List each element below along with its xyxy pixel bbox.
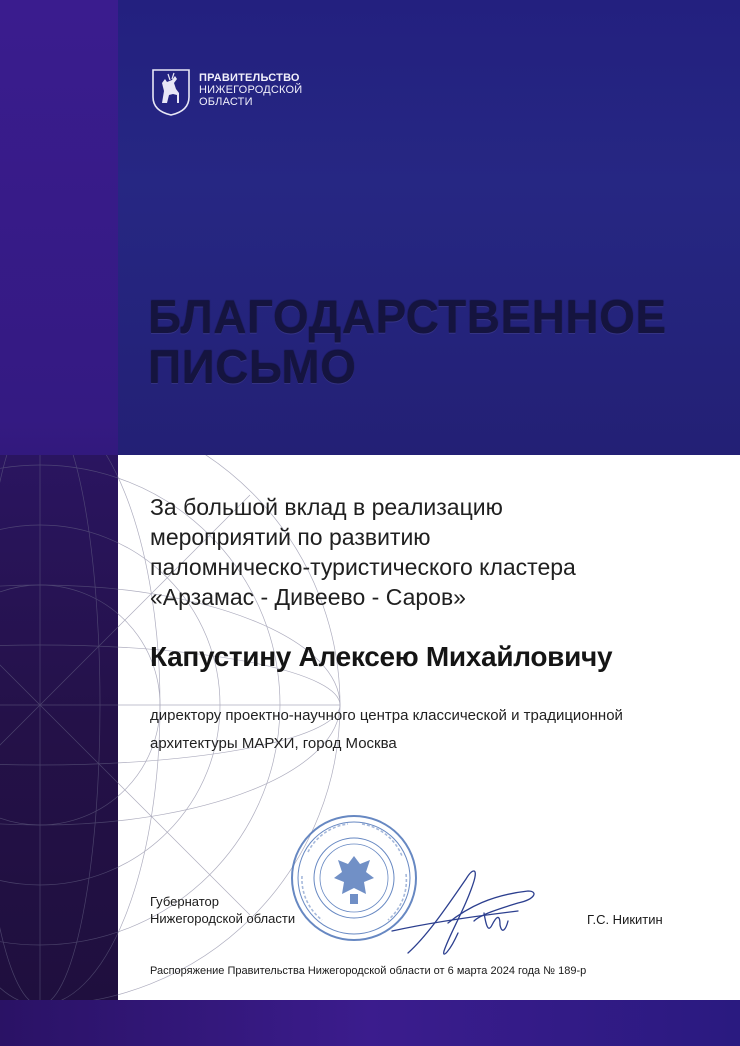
title-line-2: ПИСЬМО [148, 341, 357, 393]
award-reason [150, 492, 720, 612]
handwritten-signature-icon [388, 855, 548, 965]
reason-line-1: За большой вклад в реализацию [150, 494, 503, 520]
signatory-name: Г.С. Никитин [587, 912, 663, 927]
decree-reference: Распоряжение Правительства Нижегородской области от 6 марта 2024 года № 189-р [150, 965, 587, 977]
government-name [199, 72, 302, 108]
bottom-decorative-band [0, 1000, 740, 1046]
document-title [148, 292, 728, 392]
reason-line-4: «Арзамас - Дивеево - Саров» [150, 584, 466, 610]
position-line-1: директору проектно-научного центра классической и традиционной [150, 707, 623, 724]
role-line-1: Губернатор [150, 894, 219, 909]
signatory-role [150, 893, 295, 927]
org-line-3: ОБЛАСТИ [199, 96, 253, 108]
org-line-2: НИЖЕГОРОДСКОЙ [199, 84, 303, 96]
org-line-1: ПРАВИТЕЛЬСТВО [199, 72, 300, 84]
recipient-name: Капустину Алексею Михайловичу [150, 641, 613, 672]
deer-coat-of-arms-icon [150, 67, 192, 117]
reason-line-3: паломническо-туристического кластера [150, 554, 576, 580]
reason-line-2: мероприятий по развитию [150, 524, 431, 550]
position-line-2: архитектуры МАРХИ, город Москва [150, 735, 397, 752]
title-line-1: БЛАГОДАРСТВЕННОЕ [148, 291, 667, 343]
recipient-position [150, 702, 720, 758]
role-line-2: Нижегородской области [150, 911, 296, 926]
